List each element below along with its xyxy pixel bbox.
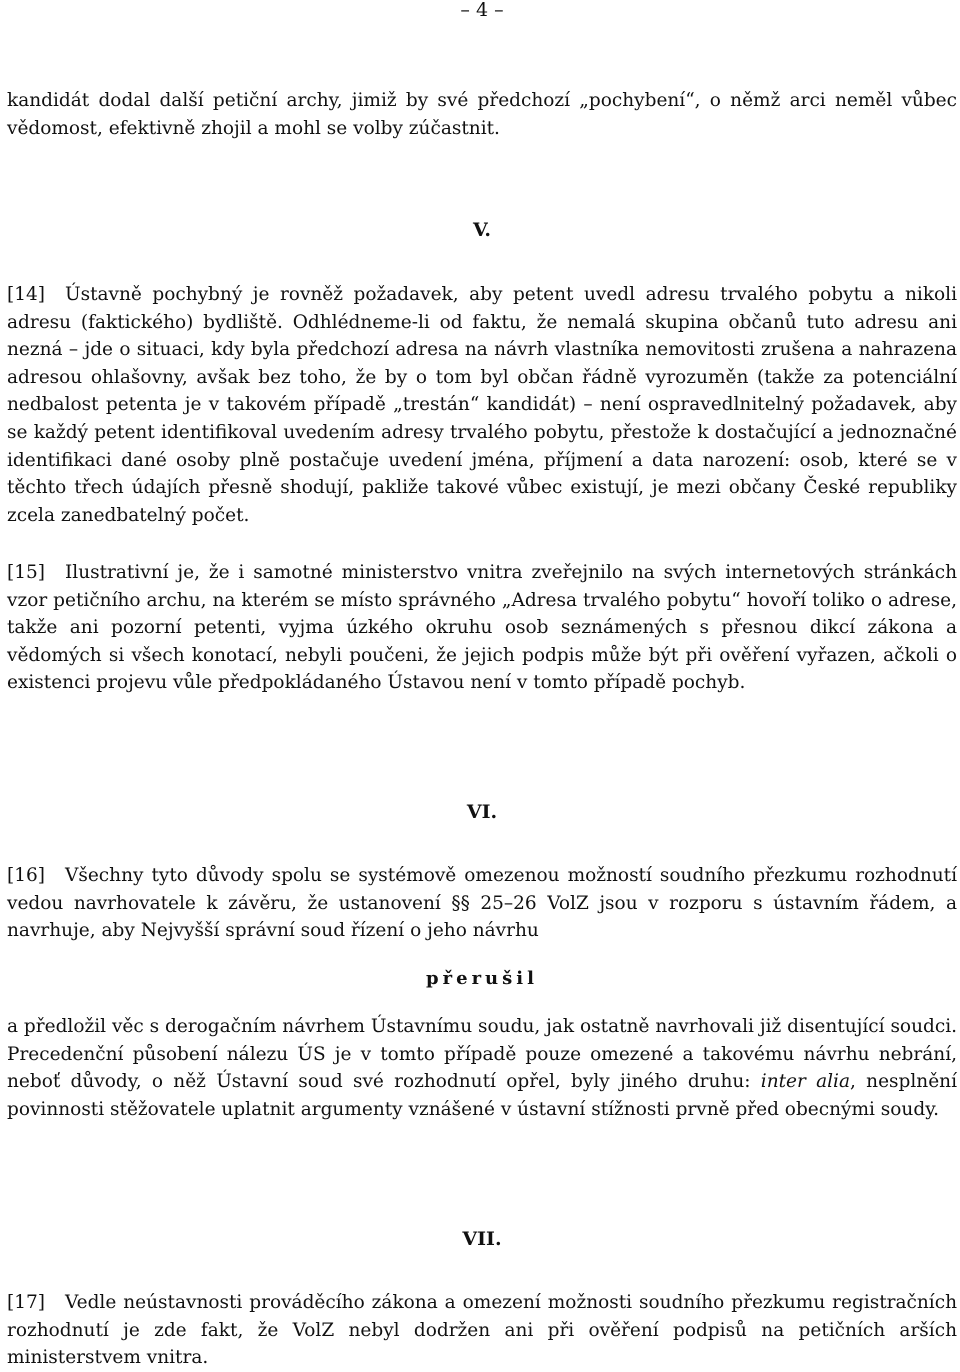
section-heading-v: V. bbox=[472, 219, 492, 241]
paragraph-intro: kandidát dodal další petiční archy, jimiž by své předchozí „pochybení“, o němž arci neměl vůbec vědomost, efektivně zhojil a mohl se volby zúčastnit. bbox=[7, 90, 957, 139]
paragraph-number: [17] bbox=[7, 1292, 45, 1313]
paragraph-17 bbox=[7, 1289, 957, 1372]
paragraph-text: Ústavně pochybný je rovněž požadavek, aby petent uvedl adresu trvalého pobytu a nikoli adresu (faktického) bydliště. Odhlédneme-li od faktu, že nemalá skupina občanů tuto adresu ani nezná – jde o situaci, kdy byla předchozí adresa na návrh vlastníka nemovitosti zrušena a nahrazena adresou ohlašovny, avšak bez toho, že by o tom byl občan řádně vyrozuměn (takže za potenciální nedbalost petenta je v takovém případě „trestán“ kandidát) – není ospravedlnitelný požadavek, aby se každý petent identifikoval uvedením adresy trvalého pobytu, přestože k dostačující a jednoznačné identifikaci dané osoby plně postačuje uvedení jména, příjmení a data narození: osob, které se v těchto třech údajích přesně shodují, pakliže takové vůbec existují, je mezi občany České republiky zcela zanedbatelný počet. bbox=[7, 284, 957, 526]
paragraph-number: [14] bbox=[7, 284, 45, 305]
paragraph-text: Všechny tyto důvody spolu se systémově omezenou možností soudního přezkumu rozhodnutí vedou navrhovatele k závěru, že ustanovení §§ 25–26 VolZ jsou v rozporu s ústavním řádem, a navrhuje, aby Nejvyšší správní soud řízení o jeho návrhu bbox=[7, 865, 957, 942]
paragraph-15 bbox=[7, 559, 957, 697]
paragraph-text: a předložil věc s derogačním návrhem Ústavnímu soudu, jak ostatně navrhovali již disentující soudci. Precedenční působení nálezu ÚS je v tomto případě pouze omezené a takovému návrhu nebrání, neboť důvody, o něž Ústavní soud své rozhodnutí opřel, byly jiného druhu: bbox=[7, 1016, 957, 1093]
latin-phrase: inter alia bbox=[760, 1071, 851, 1093]
paragraph-16 bbox=[7, 862, 957, 945]
verdict-verb: přerušil bbox=[426, 968, 538, 989]
paragraph-number: [16] bbox=[7, 865, 45, 886]
paragraph-14 bbox=[7, 281, 957, 529]
section-heading-vii: VII. bbox=[462, 1228, 502, 1250]
paragraph-text: Ilustrativní je, že i samotné ministerstvo vnitra zveřejnilo na svých internetových stránkách vzor petičního archu, na kterém se místo správného „Adresa trvalého pobytu“ hovoří toliko o adrese, takže ani pozorní petenti, vyjma úzkého okruhu osob seznámených s přesnou dikcí zákona a vědomých si všech konotací, nebyli poučeni, že jejich podpis může být při ověření vyřazen, ačkoli o existenci projevu vůle předpokládaného Ústavou není v tomto případě pochyb. bbox=[7, 562, 957, 694]
page-number: – 4 – bbox=[460, 0, 504, 21]
paragraph-16-continued bbox=[7, 1013, 957, 1123]
paragraph-text: Vedle neústavnosti prováděcího zákona a omezení možnosti soudního přezkumu registračních rozhodnutí je zde fakt, že VolZ nebyl dodržen ani při ověření podpisů na petičních arších ministerstvem vnitra. bbox=[7, 1292, 957, 1369]
paragraph-number: [15] bbox=[7, 562, 45, 583]
paragraph-text: , nesplnění povinnosti stěžovatele uplatnit argumenty vznášené v ústavní stížnosti prvně před obecnými soudy. bbox=[7, 1071, 957, 1120]
section-heading-vi: VI. bbox=[466, 801, 498, 823]
